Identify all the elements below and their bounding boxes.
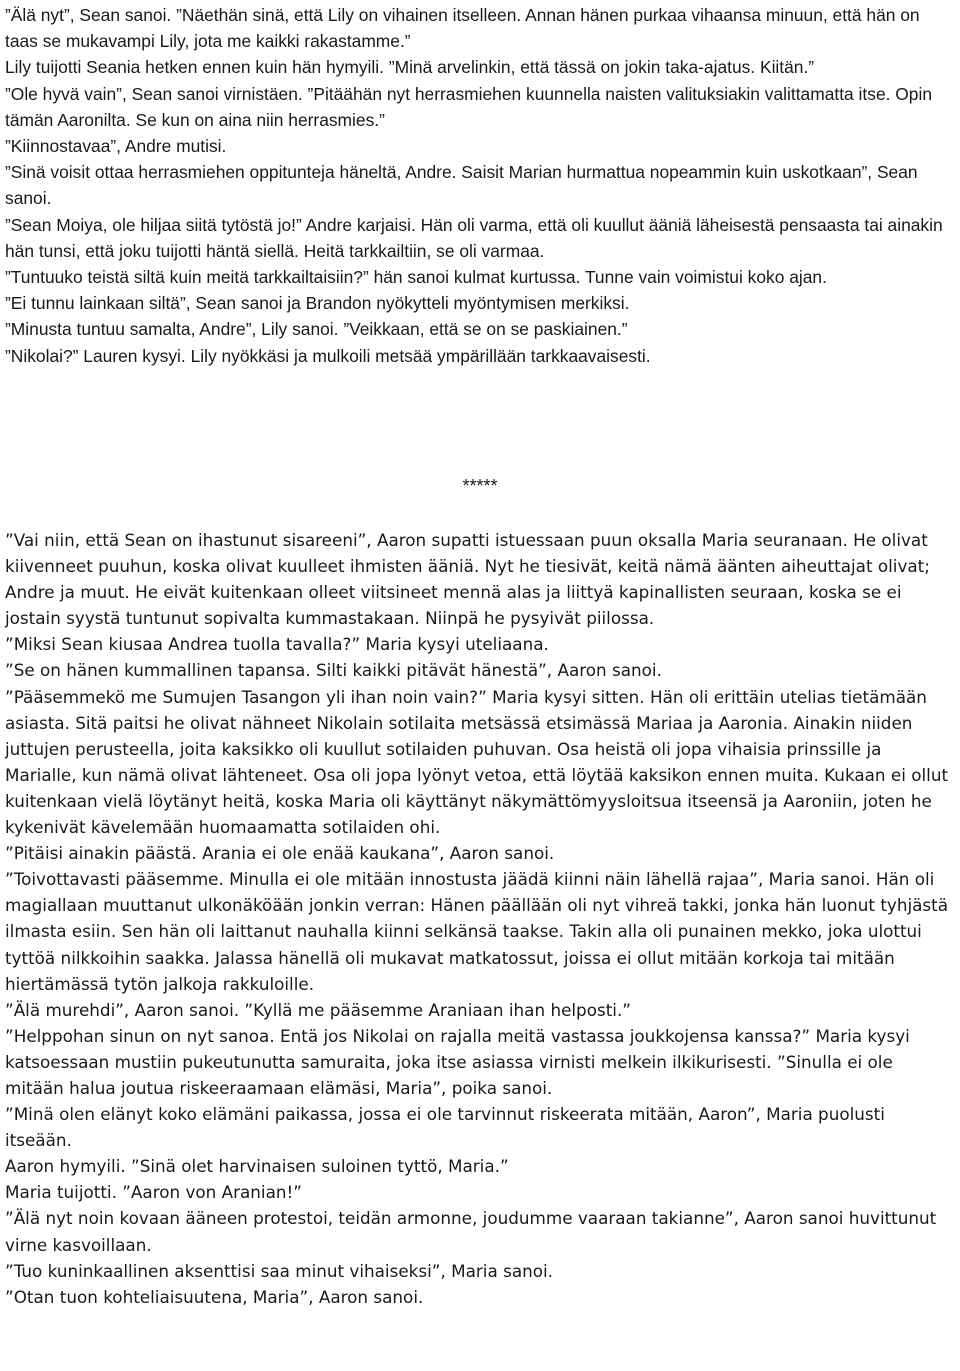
paragraph: ”Pitäisi ainakin päästä. Arania ei ole enää kaukana”, Aaron sanoi. bbox=[5, 843, 555, 864]
paragraph: ”Helppohan sinun on nyt sanoa. Entä jos Nikolai on rajalla meitä vastassa joukkojensa kanssa?” Maria kysyi katsoessaan mustiin pukeutunutta samuraita, joka itse asiassa virnisti melkein ilkikurisesti. ”Sinulla ei ole mitään halua joutua riskeeraamaan elämäsi, Maria”, poika sanoi. bbox=[5, 1025, 910, 1098]
story-section-2 bbox=[5, 527, 955, 1310]
paragraph: ”Minä olen elänyt koko elämäni paikassa, jossa ei ole tarvinnut riskeerata mitään, Aaron”, Maria puolusti itseään. bbox=[5, 1104, 885, 1151]
paragraph: ”Se on hänen kummallinen tapansa. Silti kaikki pitävät hänestä”, Aaron sanoi. bbox=[5, 660, 662, 681]
paragraph: ”Minusta tuntuu samalta, Andre”, Lily sanoi. ”Veikkaan, että se on se paskiainen.” bbox=[5, 319, 628, 340]
paragraph: ”Ole hyvä vain”, Sean sanoi virnistäen. ”Pitäähän nyt herrasmiehen kuunnella naisten valituksiakin valittamatta itse. Opin tämän Aaronilta. Se kun on aina niin herrasmies.” bbox=[5, 83, 933, 130]
paragraph: ”Älä nyt noin kovaan ääneen protestoi, teidän armonne, joudumme vaaraan takianne”, Aaron sanoi huvittunut virne kasvoillaan. bbox=[5, 1208, 937, 1255]
paragraph: ”Nikolai?” Lauren kysyi. Lily nyökkäsi ja mulkoili metsää ympärillään tarkkaavaisesti. bbox=[5, 345, 651, 366]
paragraph: ”Tuntuuko teistä siltä kuin meitä tarkkailtaisiin?” hän sanoi kulmat kurtussa. Tunne vain voimistui koko ajan. bbox=[5, 267, 827, 288]
paragraph: ”Toivottavasti pääsemme. Minulla ei ole mitään innostusta jäädä kiinni näin lähellä rajaa”, Maria sanoi. Hän oli magiallaan muuttanut ulkonäköään jonkin verran: Hänen päällään oli nyt vihreä takki, jonka hän luonut tyhjästä ilmasta esiin. Sen hän oli laittanut nauhalla kiinni selkänsä taakse. Takin alla oli punainen mekko, joka ulottui tyttöä nilkkoihin saakka. Jalassa hänellä oli mukavat matkatossut, joissa ei ollut mitään korkoja tai mitään hiertämässä tytön jalkoja rakkuloille. bbox=[5, 869, 949, 994]
story-section-1 bbox=[5, 2, 955, 369]
paragraph: ”Älä nyt”, Sean sanoi. ”Näethän sinä, että Lily on vihainen itselleen. Annan hänen purkaa vihaansa minuun, että hän on taas se mukavampi Lily, jota me kaikki rakastamme.” bbox=[5, 5, 920, 52]
paragraph: ”Älä murehdi”, Aaron sanoi. ”Kyllä me pääsemme Araniaan ihan helposti.” bbox=[5, 999, 631, 1020]
paragraph: ”Pääsemmekö me Sumujen Tasangon yli ihan noin vain?” Maria kysyi sitten. Hän oli erittäin utelias tietämään asiasta. Sitä paitsi he olivat nähneet Nikolain sotilaita metsässä etsimässä Mariaa ja Aaronia. Ainakin niiden juttujen perusteella, joita kaksikko oli kuullut sotilaiden puhuvan. Osa heistä oli jopa vihaisia prinssille ja Marialle, kun nämä olivat lähteneet. Osa oli jopa lyönyt vetoa, että löytää kaksikon ennen muita. Kukaan ei ollut kuitenkaan vielä löytänyt heitä, koska Maria oli käyttänyt näkymättömyysloitsua itseensä ja Aaroniin, joten he kykenivät kävelemään huomaamatta sotilaiden ohi. bbox=[5, 686, 949, 838]
section-separator: ***** bbox=[462, 476, 498, 496]
paragraph: ”Ei tunnu lainkaan siltä”, Sean sanoi ja Brandon nyökytteli myöntymisen merkiksi. bbox=[5, 293, 630, 314]
paragraph: ”Miksi Sean kiusaa Andrea tuolla tavalla?” Maria kysyi uteliaana. bbox=[5, 634, 549, 655]
paragraph: ”Sinä voisit ottaa herrasmiehen oppitunteja häneltä, Andre. Saisit Marian hurmattua nopeammin kuin uskotkaan”, Sean sanoi. bbox=[5, 162, 918, 209]
paragraph: ”Vai niin, että Sean on ihastunut sisareeni”, Aaron supatti istuessaan puun oksalla Maria seuranaan. He olivat kiivenneet puuhun, koska olivat kuulleet ihmisten ääniä. Nyt he tiesivät, keitä nämä äänten aiheuttajat olivat; Andre ja muut. He eivät kuitenkaan olleet viitsineet mennä alas ja liittyä kapinallisten seuraan, koska se ei jostain syystä tuntunut sopivalta kummastakaan. Niinpä he pysyivät piilossa. bbox=[5, 530, 930, 629]
paragraph: Maria tuijotti. ”Aaron von Aranian!” bbox=[5, 1182, 302, 1203]
paragraph: Lily tuijotti Seania hetken ennen kuin hän hymyili. ”Minä arvelinkin, että tässä on jokin taka-ajatus. Kiitän.” bbox=[5, 57, 815, 78]
paragraph: ”Sean Moiya, ole hiljaa siitä tytöstä jo!” Andre karjaisi. Hän oli varma, että oli kuullut ääniä läheisestä pensaasta tai ainakin hän tunsi, että joku tuijotti häntä siellä. Heitä tarkkailtiin, se oli varmaa. bbox=[5, 214, 943, 261]
paragraph: ”Otan tuon kohteliaisuutena, Maria”, Aaron sanoi. bbox=[5, 1286, 424, 1307]
paragraph: ”Tuo kuninkaallinen aksenttisi saa minut vihaiseksi”, Maria sanoi. bbox=[5, 1260, 554, 1281]
paragraph: ”Kiinnostavaa”, Andre mutisi. bbox=[5, 136, 227, 157]
paragraph: Aaron hymyili. ”Sinä olet harvinaisen suloinen tyttö, Maria.” bbox=[5, 1156, 509, 1177]
